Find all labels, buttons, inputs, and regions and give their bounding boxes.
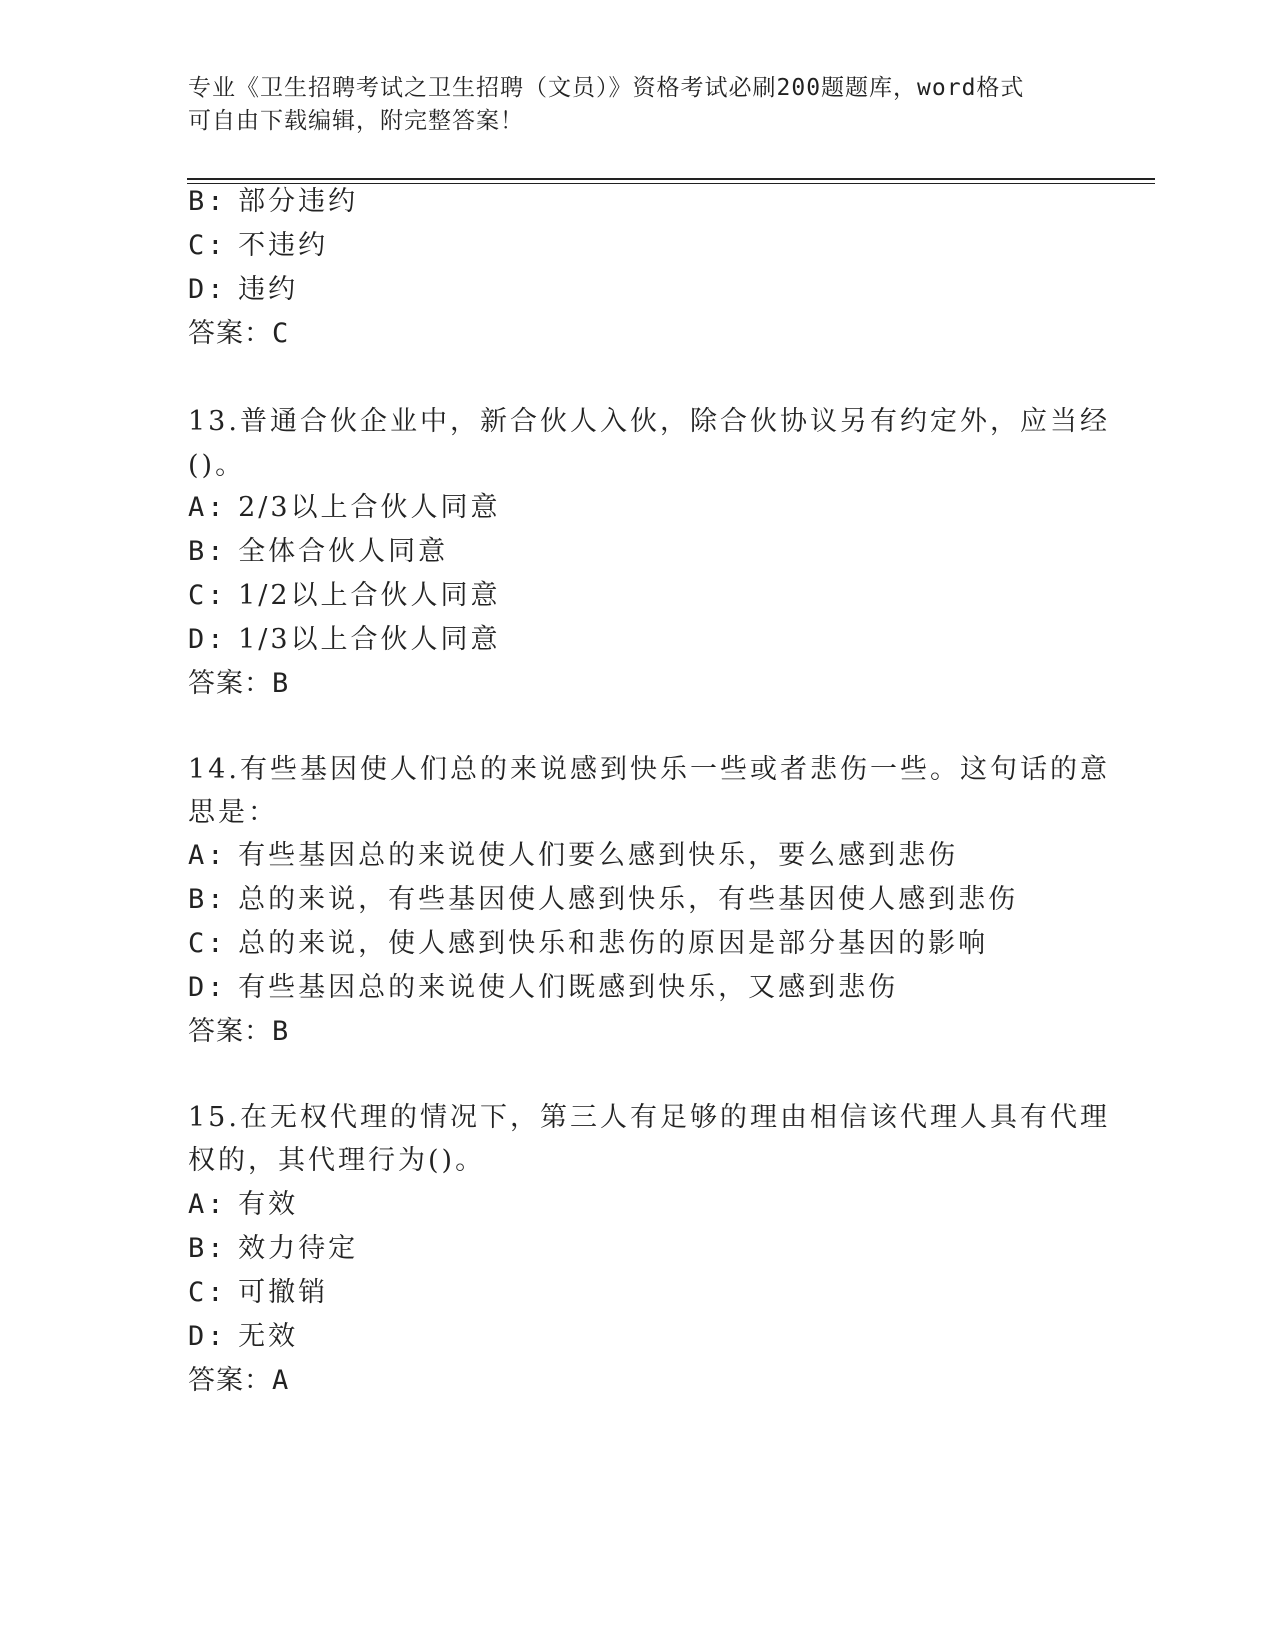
option-letter: B: <box>188 1233 227 1264</box>
answer-label: 答案： <box>188 668 272 699</box>
question-14-stem-line-1: 14.有些基因使人们总的来说感到快乐一些或者悲伤一些。这句话的意 <box>188 754 1110 785</box>
answer-value: B <box>272 668 290 699</box>
question-14-stem-line-2: 思是： <box>188 797 278 828</box>
option-b <box>188 882 1018 918</box>
option-letter: C: <box>188 230 227 261</box>
option-text: 可撤销 <box>238 1277 329 1308</box>
option-text: 1/2以上合伙人同意 <box>238 580 501 611</box>
option-letter: B: <box>188 536 227 567</box>
option-text: 1/3以上合伙人同意 <box>238 624 501 655</box>
header-line-1: 专业《卫生招聘考试之卫生招聘（文员）》资格考试必刷200题题库，word格式 <box>188 75 1025 101</box>
question-13-stem-line-2: ()。 <box>188 450 246 481</box>
option-d <box>188 970 898 1006</box>
option-text: 有效 <box>238 1189 299 1220</box>
answer-value: B <box>272 1016 290 1047</box>
option-text: 无效 <box>238 1321 299 1352</box>
option-letter: C: <box>188 928 227 959</box>
option-text: 2/3以上合伙人同意 <box>238 492 501 523</box>
option-letter: A: <box>188 492 227 523</box>
option-text: 部分违约 <box>238 186 359 217</box>
option-letter: B: <box>188 884 227 915</box>
header-divider-thick <box>187 178 1155 180</box>
option-letter: D: <box>188 1321 227 1352</box>
option-d <box>188 272 298 308</box>
option-letter: B: <box>188 186 227 217</box>
option-text: 总的来说，有些基因使人感到快乐，有些基因使人感到悲伤 <box>238 884 1019 915</box>
option-c <box>188 228 328 264</box>
option-c <box>188 926 988 962</box>
option-c <box>188 578 501 614</box>
answer-label: 答案： <box>188 318 272 349</box>
header-line-2: 可自由下载编辑，附完整答案！ <box>188 108 524 134</box>
option-letter: D: <box>188 274 227 305</box>
option-d <box>188 622 501 658</box>
option-b <box>188 534 448 570</box>
option-text: 有些基因总的来说使人们要么感到快乐，要么感到悲伤 <box>238 840 959 871</box>
question-13-stem-line-1: 13.普通合伙企业中，新合伙人入伙，除合伙协议另有约定外，应当经 <box>188 406 1110 437</box>
answer-line <box>188 1363 289 1399</box>
answer-value: A <box>272 1365 290 1396</box>
option-letter: C: <box>188 580 227 611</box>
question-15-stem-line-2: 权的，其代理行为()。 <box>188 1145 486 1176</box>
answer-label: 答案： <box>188 1365 272 1396</box>
answer-label: 答案： <box>188 1016 272 1047</box>
answer-line <box>188 316 289 352</box>
option-a <box>188 838 958 874</box>
option-text: 有些基因总的来说使人们既感到快乐，又感到悲伤 <box>238 972 899 1003</box>
answer-line <box>188 1014 289 1050</box>
answer-value: C <box>272 318 290 349</box>
option-letter: A: <box>188 1189 227 1220</box>
option-text: 不违约 <box>238 230 329 261</box>
option-c <box>188 1275 328 1311</box>
question-15-stem-line-1: 15.在无权代理的情况下，第三人有足够的理由相信该代理人具有代理 <box>188 1102 1110 1133</box>
option-text: 全体合伙人同意 <box>238 536 449 567</box>
option-d <box>188 1319 298 1355</box>
option-b <box>188 1231 358 1267</box>
option-text: 违约 <box>238 274 299 305</box>
option-b <box>188 184 358 220</box>
option-letter: D: <box>188 972 227 1003</box>
option-text: 总的来说，使人感到快乐和悲伤的原因是部分基因的影响 <box>238 928 989 959</box>
option-letter: D: <box>188 624 227 655</box>
option-text: 效力待定 <box>238 1233 359 1264</box>
option-a <box>188 1187 298 1223</box>
document-header <box>188 72 1068 138</box>
answer-line <box>188 666 289 702</box>
option-letter: C: <box>188 1277 227 1308</box>
option-letter: A: <box>188 840 227 871</box>
option-a <box>188 490 501 526</box>
